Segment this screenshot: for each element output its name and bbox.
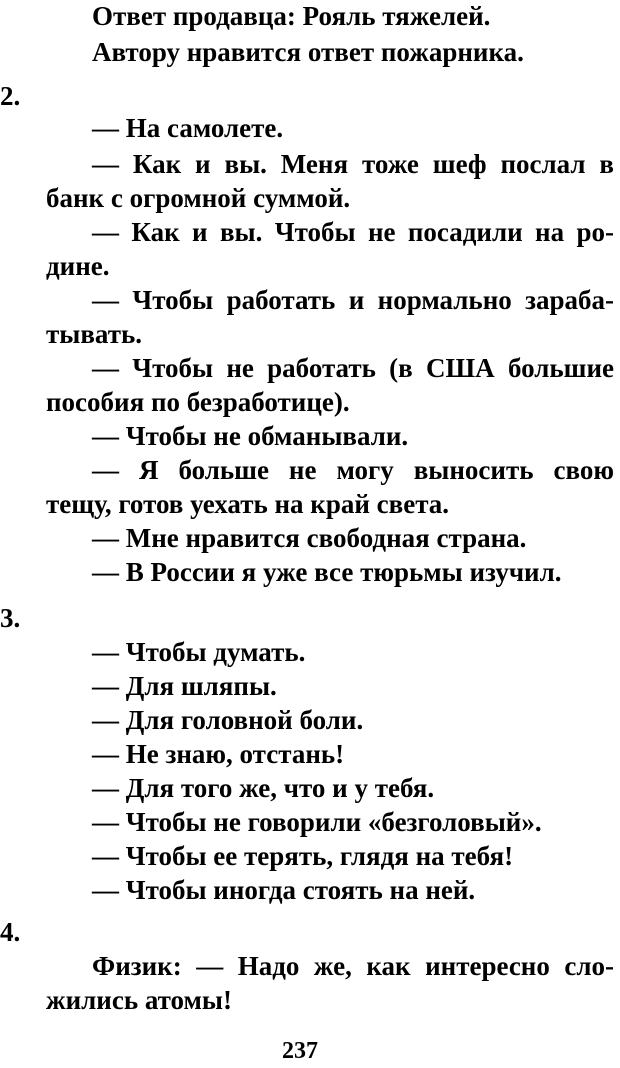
- text-line: — Как и вы. Чтобы не посадили на ро-: [92, 217, 614, 247]
- text-line: Ответ продавца: Рояль тяжелей.: [92, 1, 491, 31]
- text-line: тывать.: [46, 319, 143, 349]
- text-line: — На самолете.: [92, 113, 284, 143]
- section-number: 2.: [0, 81, 21, 111]
- text-line: — В России я уже все тюрьмы изучил.: [92, 557, 562, 587]
- text-line: банк с огромной суммой.: [46, 183, 351, 213]
- text-line: — Чтобы иногда стоять на ней.: [92, 875, 476, 905]
- text-line: дине.: [46, 251, 110, 281]
- text-line: — Чтобы ее терять, глядя на тебя!: [92, 841, 514, 871]
- text-line: Физик: — Надо же, как интересно сло-: [92, 951, 614, 981]
- text-line: — Я больше не могу выносить свою: [92, 455, 614, 485]
- text-line: — Чтобы думать.: [92, 637, 306, 667]
- text-line: — Мне нравится свободная страна.: [92, 523, 527, 553]
- section-number: 3.: [0, 603, 21, 633]
- text-line: пособия по безработице).: [46, 387, 350, 417]
- text-line: — Не знаю, отстань!: [92, 739, 345, 769]
- page-number: 237: [282, 1038, 318, 1064]
- text-line: тещу, готов уехать на край света.: [46, 489, 450, 519]
- text-line: — Для головной боли.: [92, 705, 364, 735]
- text-line: — Как и вы. Меня тоже шеф послал в: [92, 149, 614, 179]
- text-line: — Чтобы не говорили «безголовый».: [92, 807, 542, 837]
- text-line: — Чтобы не работать (в США большие: [92, 353, 614, 383]
- text-line: — Для шляпы.: [92, 671, 277, 701]
- text-line: Автору нравится ответ пожарника.: [92, 37, 524, 67]
- text-line: — Для того же, что и у тебя.: [92, 773, 435, 803]
- text-line: жились атомы!: [46, 985, 233, 1015]
- text-line: — Чтобы работать и нормально зараба-: [92, 285, 614, 315]
- text-line: — Чтобы не обманывали.: [92, 421, 409, 451]
- section-number: 4.: [0, 917, 21, 947]
